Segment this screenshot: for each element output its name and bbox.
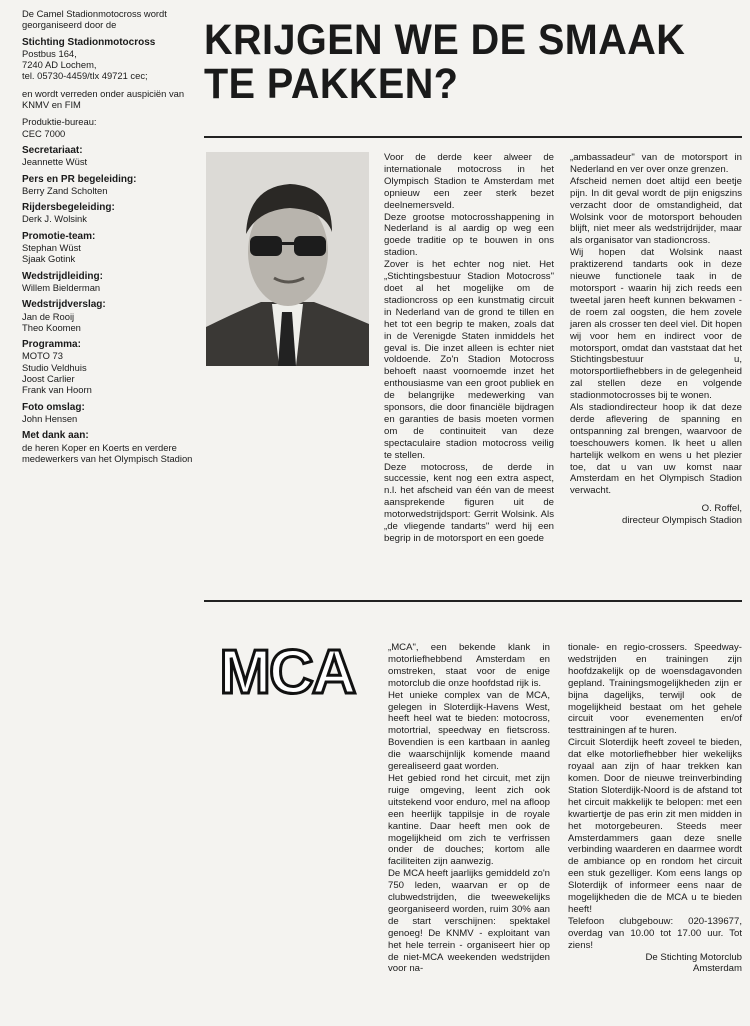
organizer-name: Stichting Stadionmotocross <box>22 36 156 48</box>
credit-section <box>22 202 200 225</box>
credit-section <box>22 271 200 294</box>
organizer-phone: tel. 05730-4459/tlx 49721 cec; <box>22 70 148 82</box>
section-divider <box>204 600 742 602</box>
article-paragraph: Afscheid nemen doet altijd een beetje pijn. In dit geval wordt de pijn enigszins verzacht door de omstandigheid, dat Wolsink voor de motorsport behouden blijft, niet meer als wedstrijdrijder, maar als organisator van stadioncross. <box>570 175 742 247</box>
credit-name: Willem Bielderman <box>22 281 101 293</box>
credit-name: MOTO 73 <box>22 350 63 362</box>
mca-logo <box>206 640 369 702</box>
credit-name: Jeannette Wüst <box>22 156 88 168</box>
article-paragraph: tionale- en regio-crossers. Speedway-wedstrijden en trainingen zijn hoofdzakelijk op de woensdagavonden gepland. Trainingsmogelijkheden zijn er bijna dagelijks, terwijl ook de mogelijkheid bestaat om het gehele circuit voor evenementen en/of testtrainingen af te huren. <box>568 642 742 737</box>
mca-logo-text: MCA <box>219 640 355 702</box>
credit-name: Jan de Rooij <box>22 310 75 322</box>
credit-section <box>22 299 200 333</box>
article-paragraph: Circuit Sloterdijk heeft zoveel te bieden, dat elke motorliefhebber hier wekelijks royaal aan zijn of haar trekken kan komen. Door de nieuwe treinverbinding Station Sloterdijk-Noord is de afstand tot het circuit makkelijk te belopen: met een kwartiertje de pas erin zit men midden in het motorgebeuren. Steeds meer Amsterdammers gaan deze snelle verbinding waarderen en daarmee wordt de ambiance op en rondom het circuit een stuk gezelliger. Kom eens langs op Sloterdijk of informeer eens naar de mogelijkheden die de MCA u te bieden heeft! <box>568 737 742 915</box>
credit-section <box>22 430 200 464</box>
credit-name: Sjaak Gotink <box>22 253 76 265</box>
credit-heading: Promotie-team: <box>22 230 96 242</box>
header-rule <box>204 136 742 138</box>
credit-section <box>22 145 200 168</box>
organizer-address-1: Postbus 164, <box>22 47 77 59</box>
article-paragraph: Zover is het echter nog niet. Het „Stichtingsbestuur Stadion Motocross" doet al het mogelijke om de stadioncross op een kunstmatig circuit in Nederland van de grond te tillen en het tot een begrip te maken, zoals dat in de Verenigde Staten inmiddels het geval is. Die inzet alleen is echter niet voldoende. Zo'n Stadion Motocross behoeft naast voornoemde inzet het enthousiasme van een groot publiek en de belangrijke medewerking van sponsors, die door financiële bijdragen en garanties de basis moeten vormen om de continuiteit van deze spectaculaire stadion motocross veilig te stellen. <box>384 259 554 461</box>
article-paragraph: Telefoon clubgebouw: 020-139677, overdag van 10.00 tot 17.00 uur. Tot ziens! <box>568 915 742 951</box>
production-block <box>22 116 200 139</box>
credit-heading: Wedstrijdleiding: <box>22 270 103 282</box>
club-signature-line-1: De Stichting Motorclub <box>645 951 742 963</box>
article-paragraph: Als stadiondirecteur hoop ik dat deze derde aflevering de spanning en ontspanning zal brengen, waarvoor de toeschouwers komen. Ik heet u allen hartelijk welkom en wens u het plezier toe, dat u van uw komst naar Amsterdam en het Olympisch Stadion verwacht. <box>570 402 742 497</box>
article-paragraph: Deze motocross, de derde in successie, kent nog een extra aspect, n.l. het afscheid van één van de meest aansprekende figuren uit de motorwedstrijdsport: Gerrit Wolsink. Als „de vliegende tandarts" werd hij een begrip in de motorsport en een goede <box>384 461 554 544</box>
credit-name: Joost Carlier <box>22 373 75 385</box>
credit-name: de heren Koper en Koerts en verdere medewerkers van het Olympisch Stadion <box>22 441 193 464</box>
article-paragraph: Het gebied rond het circuit, met zijn ruige omgeving, leent zich ook uitstekend voor enduro, mel na afloop een heerlijk tappilsje in de royale kantine. Daar heeft men ook de mogelijkheid om zich te verfrissen onder de douches; kortom alle faciliteiten zijn aanwezig. <box>388 772 550 868</box>
credit-heading: Foto omslag: <box>22 401 85 413</box>
credit-heading: Programma: <box>22 339 81 351</box>
article-paragraph: Deze grootse motocrosshappening in Nederland is al aardig op weg een goede traditie op te bouwen in ons stadion. <box>384 211 554 259</box>
credit-heading: Pers en PR begeleiding: <box>22 173 137 185</box>
credit-name: John Hensen <box>22 412 78 424</box>
article-paragraph: „ambassadeur" van de motorsport in Nederland en ver over onze grenzen. <box>570 152 742 175</box>
credit-name: Theo Koomen <box>22 321 81 333</box>
credits-column <box>22 8 200 470</box>
credit-name: Stephan Wüst <box>22 242 81 254</box>
auspices-note: en wordt verreden onder auspiciën van KNMV en FIM <box>22 87 185 111</box>
article-paragraph: „MCA", een bekende klank in motorliefhebbend Amsterdam en omstreken, staat voor de enige motorclub die onze hoofdstad rijk is. <box>388 642 550 689</box>
credits-intro: De Camel Stadionmotocross wordt georganiseerd door de <box>22 8 167 31</box>
credit-name: Frank van Hoorn <box>22 384 92 396</box>
article1-column-1 <box>384 152 554 545</box>
credit-section <box>22 231 200 265</box>
credit-name: Studio Veldhuis <box>22 361 87 373</box>
credit-name: Derk J. Wolsink <box>22 213 87 225</box>
production-label: Produktie-bureau: <box>22 116 97 128</box>
club-signature-line-2: Amsterdam <box>692 963 742 975</box>
credit-heading: Rijdersbegeleiding: <box>22 202 115 214</box>
credit-section <box>22 174 200 197</box>
article-paragraph: Het unieke complex van de MCA, gelegen in Sloterdijk-Havens West, heeft heel wat te bieden: motocross, motortrial, speedway en fietscross. Bovendien is een kartbaan in aanleg die waarschijnlijk komende maand gerealiseerd gaat worden. <box>388 689 550 773</box>
credit-name: Berry Zand Scholten <box>22 184 108 196</box>
article-paragraph: Voor de derde keer alweer de internationale motocross in het Olympisch Stadion te Amsterdam met opnieuw een zeer sterk bezet deelnemersveld. <box>384 152 554 211</box>
organizer-block <box>22 37 200 82</box>
article2-column-1 <box>388 642 550 975</box>
portrait-photo <box>206 152 369 366</box>
article-paragraph: Wij hopen dat Wolsink naast praktizerend tandarts ook in deze nieuwe functionele taak in de motorsport - waarin hij zich reeds een tweetal jaren heeft kunnen bekwamen - de roem zal oogsten, die hem zovele jaren als crosser ten deel viel. Dit hopen wij voor hem en indirect voor de motorsport, omdat dan vaststaat dat het Stichtingsbestuur u, motorsportliefhebbers in de gelegenheid zal stellen deze en volgende stadionmotocrosses bij te wonen. <box>570 247 742 402</box>
credit-heading: Wedstrijdverslag: <box>22 299 106 311</box>
article-paragraph: De MCA heeft jaarlijks gemiddeld zo'n 750 leden, waarvan er op de clubwedstrijden, die tweewekelijks georganiseerd worden, ruim 30% aan de start verschijnen: spektakel genoeg! De KNMV - exploitant van het hele terrein - organiseert hier op de niet-MCA weekenden wedstrijden voor na- <box>388 868 550 975</box>
credit-heading: Secretariaat: <box>22 144 83 156</box>
credit-heading: Met dank aan: <box>22 430 89 442</box>
portrait-illustration <box>206 152 369 366</box>
signature-name: O. Roffel, <box>701 503 742 515</box>
signature-title: directeur Olympisch Stadion <box>622 515 742 527</box>
production-value: CEC 7000 <box>22 127 66 139</box>
credit-sections <box>22 145 200 464</box>
organizer-address-2: 7240 AD Lochem, <box>22 59 97 71</box>
credit-section <box>22 402 200 425</box>
article2-column-2 <box>568 642 742 975</box>
article1-column-2 <box>570 152 742 527</box>
credit-section <box>22 339 200 395</box>
headline: KRIJGEN WE DE SMAAK TE PAKKEN? <box>204 16 686 108</box>
